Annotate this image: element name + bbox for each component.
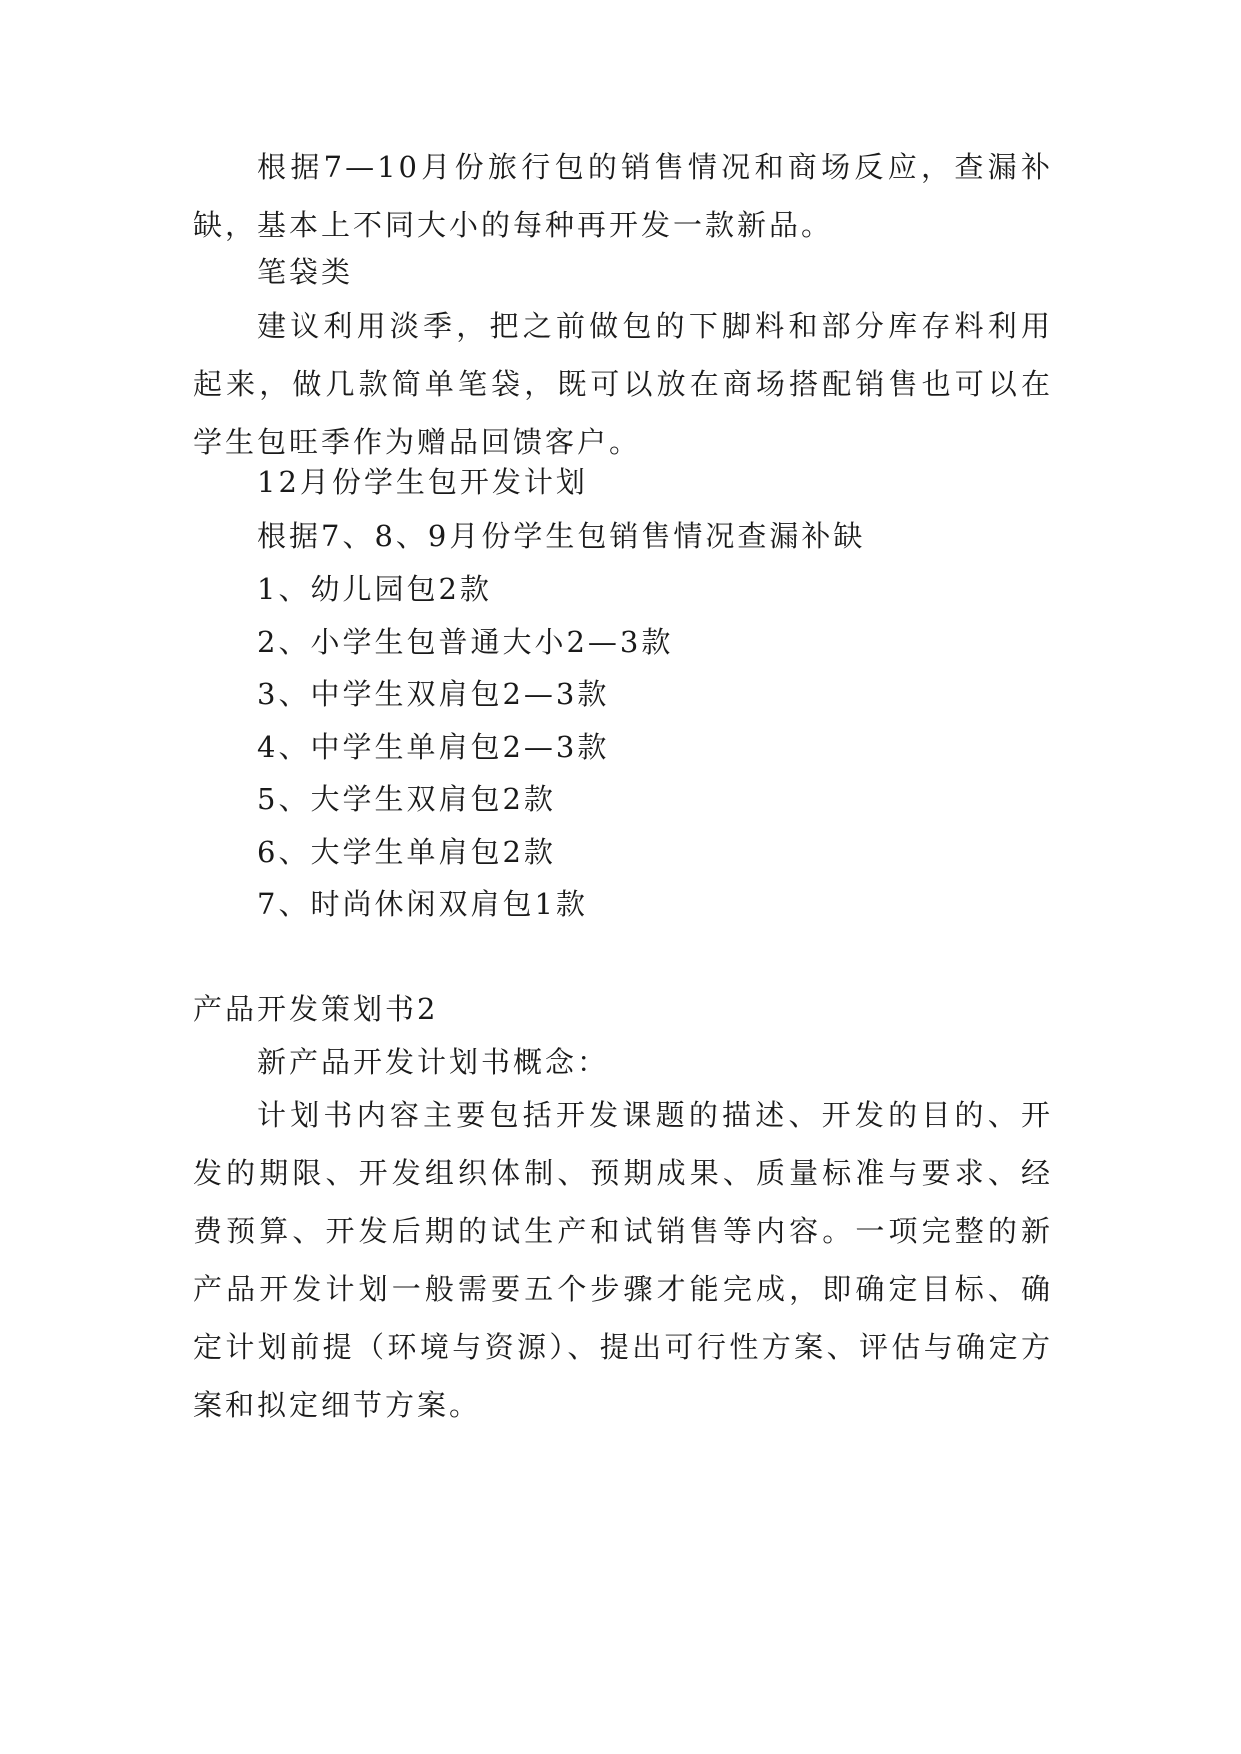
- plan-item: 7、时尚休闲双肩包1款: [257, 887, 588, 921]
- section-title-2: 产品开发策划书2: [193, 992, 439, 1026]
- plan-item: 5、大学生双肩包2款: [257, 782, 556, 816]
- paragraph-travel-bags: 根据7—10月份旅行包的销售情况和商场反应，查漏补缺，基本上不同大小的每种再开发一款新品。: [193, 150, 1053, 242]
- paragraph-pencil-bags: 建议利用淡季，把之前做包的下脚料和部分库存料利用起来，做几款简单笔袋，既可以放在商场搭配销售也可以在学生包旺季作为赠品回馈客户。: [193, 309, 1053, 459]
- plan-item: 2、小学生包普通大小2—3款: [257, 625, 674, 659]
- heading-pencil-bags: 笔袋类: [257, 255, 354, 289]
- plan-item: 1、幼儿园包2款: [257, 572, 492, 606]
- plan-basis: 根据7、8、9月份学生包销售情况查漏补缺: [257, 519, 866, 553]
- heading-concept: 新产品开发计划书概念：: [257, 1045, 610, 1079]
- plan-item: 4、中学生单肩包2—3款: [257, 730, 610, 764]
- plan-item: 3、中学生双肩包2—3款: [257, 677, 610, 711]
- plan-item: 6、大学生单肩包2款: [257, 835, 556, 869]
- heading-december-plan: 12月份学生包开发计划: [257, 465, 588, 499]
- paragraph-concept: 计划书内容主要包括开发课题的描述、开发的目的、开发的期限、开发组织体制、预期成果、质量标准与要求、经费预算、开发后期的试生产和试销售等内容。一项完整的新产品开发计划一般需要五个步骤才能完成，即确定目标、确定计划前提（环境与资源）、提出可行性方案、评估与确定方案和拟定细节方案。: [193, 1098, 1053, 1422]
